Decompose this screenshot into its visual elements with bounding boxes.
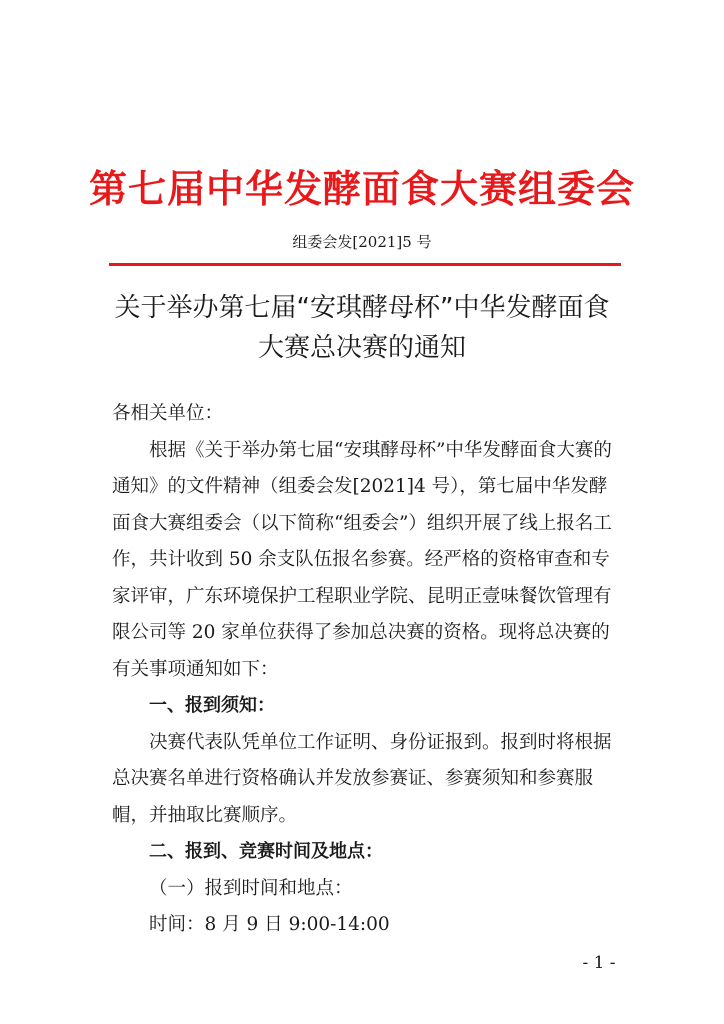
- section-2-heading: 二、报到、竞赛时间及地点：: [149, 841, 383, 862]
- page-number: - 1 -: [582, 953, 616, 973]
- document-title: [90, 288, 634, 368]
- title-line-1: 关于举办第七届“安琪酵母杯”中华发酵面食: [114, 293, 610, 323]
- title-line-2: 大赛总决赛的通知: [257, 333, 466, 363]
- document-body: [112, 396, 616, 944]
- document-number: 组委会发[2021]5 号: [292, 233, 432, 251]
- salutation: 各相关单位：: [112, 403, 224, 424]
- issuing-organization-header: 第七届中华发酵面食大赛组委会: [88, 166, 635, 211]
- section-1-heading: 一、报到须知：: [149, 695, 275, 716]
- red-separator-line: [109, 263, 621, 266]
- section-1-paragraph: 决赛代表队凭单位工作证明、身份证报到。报到时将根据总决赛名单进行资格确认并发放参赛证、参赛须知和参赛服帽，并抽取比赛顺序。: [112, 731, 612, 826]
- intro-paragraph: 根据《关于举办第七届“安琪酵母杯”中华发酵面食大赛的通知》的文件精神（组委会发[2021]4 号），第七届中华发酵面食大赛组委会（以下简称“组委会”）组织开展了线上报名工作，共计收到 50 余支队伍报名参赛。经严格的资格审查和专家评审，广东环境保护工程职业学院、昆明正壹味餐饮管理有限公司等 20 家单位获得了参加总决赛的资格。现将总决赛的有关事项通知如下：: [112, 439, 612, 680]
- section-2-time: 时间：8 月 9 日 9:00-14:00: [149, 914, 390, 935]
- section-2-subheading: （一）报到时间和地点：: [149, 877, 353, 899]
